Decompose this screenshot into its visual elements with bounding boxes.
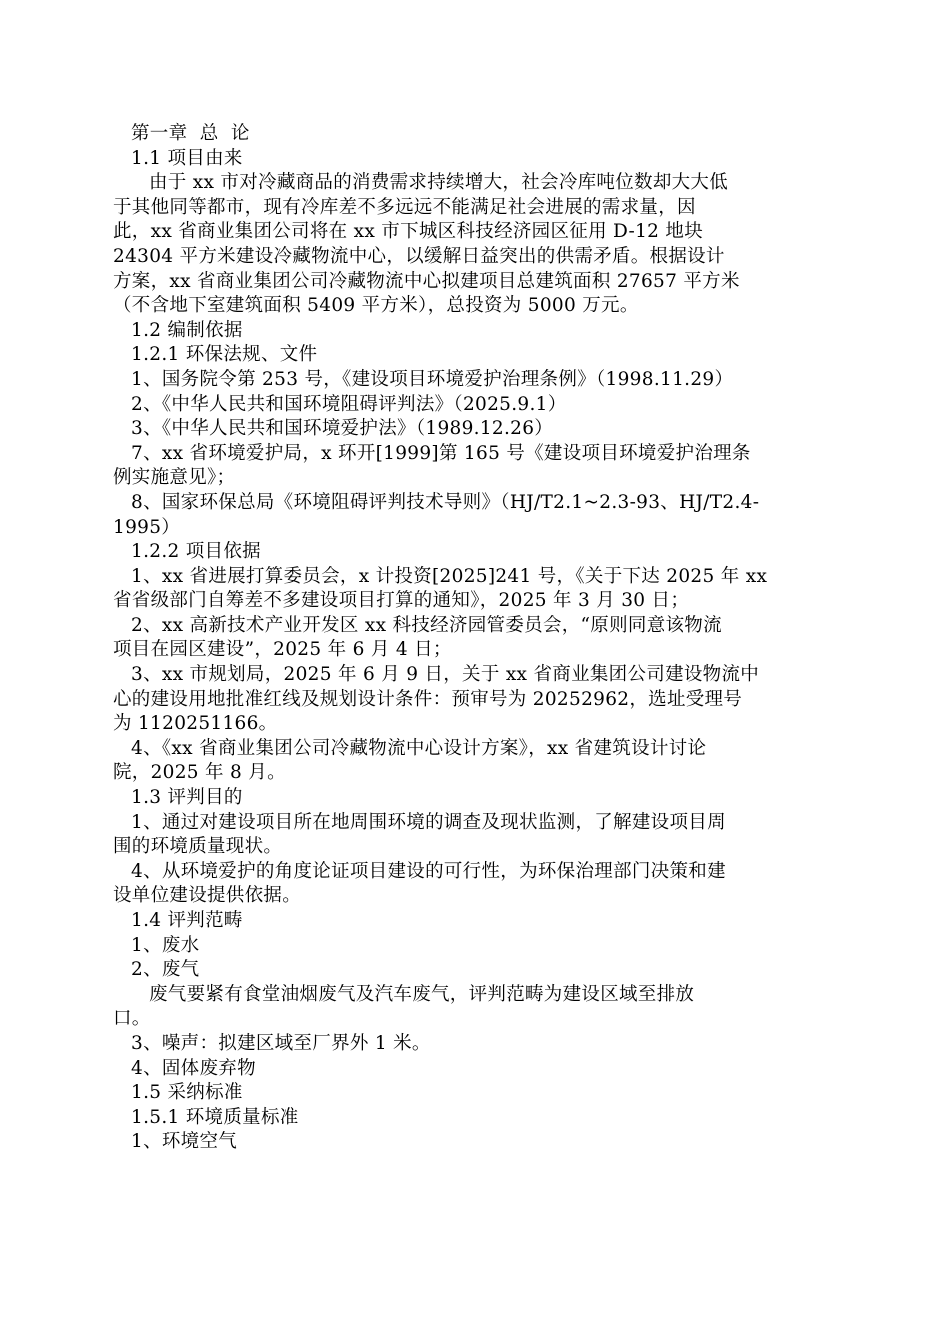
text-line: 1、国务院令第 253 号，《建设项目环境爱护治理条例》（1998.11.29）	[131, 368, 734, 390]
text-line: 心的建设用地批准红线及规划设计条件：预审号为 20252962，选址受理号	[113, 688, 743, 710]
text-line: 1.4 评判范畴	[131, 910, 243, 931]
text-line: 1995）	[113, 516, 181, 538]
document-body	[113, 122, 833, 1155]
text-line: 1.5 采纳标准	[131, 1082, 243, 1104]
text-line: 1.5.1 环境质量标准	[131, 1106, 299, 1128]
text-line: 院，2025 年 8 月。	[113, 762, 286, 784]
text-line: 1、xx 省进展打算委员会，x 计投资[2025]241 号，《关于下达 2025 年 xx	[131, 565, 768, 587]
text-line: 废气要紧有食堂油烟废气及汽车废气，评判范畴为建设区域至排放	[149, 983, 695, 1005]
text-line: 为 1120251166。	[113, 713, 278, 735]
text-line: 由于 xx 市对冷藏商品的消费需求持续增大，社会冷库吨位数却大大低	[149, 172, 729, 194]
text-line: 4、固体废弃物	[131, 1057, 256, 1079]
text-line: 于其他同等都市，现有冷库差不多远远不能满足社会进展的需求量，因	[113, 196, 696, 218]
text-line: 3、xx 市规划局，2025 年 6 月 9 日，关于 xx 省商业集团公司建设物流中	[131, 664, 760, 686]
text-line: 此，xx 省商业集团公司将在 xx 市下城区科技经济园区征用 D-12 地块	[113, 221, 704, 243]
text-line: 例实施意见》；	[113, 467, 236, 489]
text-line: 项目在园区建设”，2025 年 6 月 4 日；	[113, 639, 452, 661]
text-line: 1.2 编制依据	[131, 319, 243, 341]
text-line: 1、废水	[131, 934, 200, 956]
text-line: 3、《中华人民共和国环境爱护法》（1989.12.26）	[131, 418, 554, 440]
text-line: 2、废气	[131, 959, 200, 981]
text-line: 第一章 总 论	[131, 123, 250, 144]
text-line: 24304 平方米建设冷藏物流中心，以缓解日益突出的供需矛盾。根据设计	[113, 245, 725, 267]
text-line: 1.1 项目由来	[131, 147, 243, 169]
text-line: 3、噪声：拟建区域至厂界外 1 米。	[131, 1032, 431, 1054]
text-line: 4、从环境爱护的角度论证项目建设的可行性，为环保治理部门决策和建	[131, 860, 726, 882]
text-line: 7、xx 省环境爱护局，x 环开[1999]第 165 号《建设项目环境爱护治理条	[131, 442, 751, 464]
text-line: 4、《xx 省商业集团公司冷藏物流中心设计方案》，xx 省建筑设计讨论	[131, 737, 707, 759]
text-line: （不含地下室建筑面积 5409 平方米），总投资为 5000 万元。	[113, 295, 639, 317]
text-line: 省省级部门自筹差不多建设项目打算的通知》，2025 年 3 月 30 日；	[113, 590, 690, 612]
text-line: 围的环境质量现状。	[113, 836, 283, 858]
text-line: 1、环境空气	[131, 1131, 238, 1153]
text-line: 8、国家环保总局《环境阻碍评判技术导则》（HJ/T2.1~2.3-93、HJ/T2.4-	[131, 491, 760, 513]
text-line: 1.3 评判目的	[131, 787, 243, 809]
text-line: 方案，xx 省商业集团公司冷藏物流中心拟建项目总建筑面积 27657 平方米	[113, 270, 740, 292]
text-line: 口。	[113, 1008, 151, 1030]
text-line: 1.2.1 环保法规、文件	[131, 344, 318, 366]
text-line: 2、xx 高新技术产业开发区 xx 科技经济园管委员会，“原则同意该物流	[131, 614, 722, 636]
text-line: 设单位建设提供依据。	[113, 885, 302, 907]
text-line: 2、《中华人民共和国环境阻碍评判法》（2025.9.1）	[131, 393, 567, 415]
text-line: 1.2.2 项目依据	[131, 541, 261, 563]
text-line: 1、通过对建设项目所在地周围环境的调查及现状监测，了解建设项目周	[131, 811, 726, 833]
